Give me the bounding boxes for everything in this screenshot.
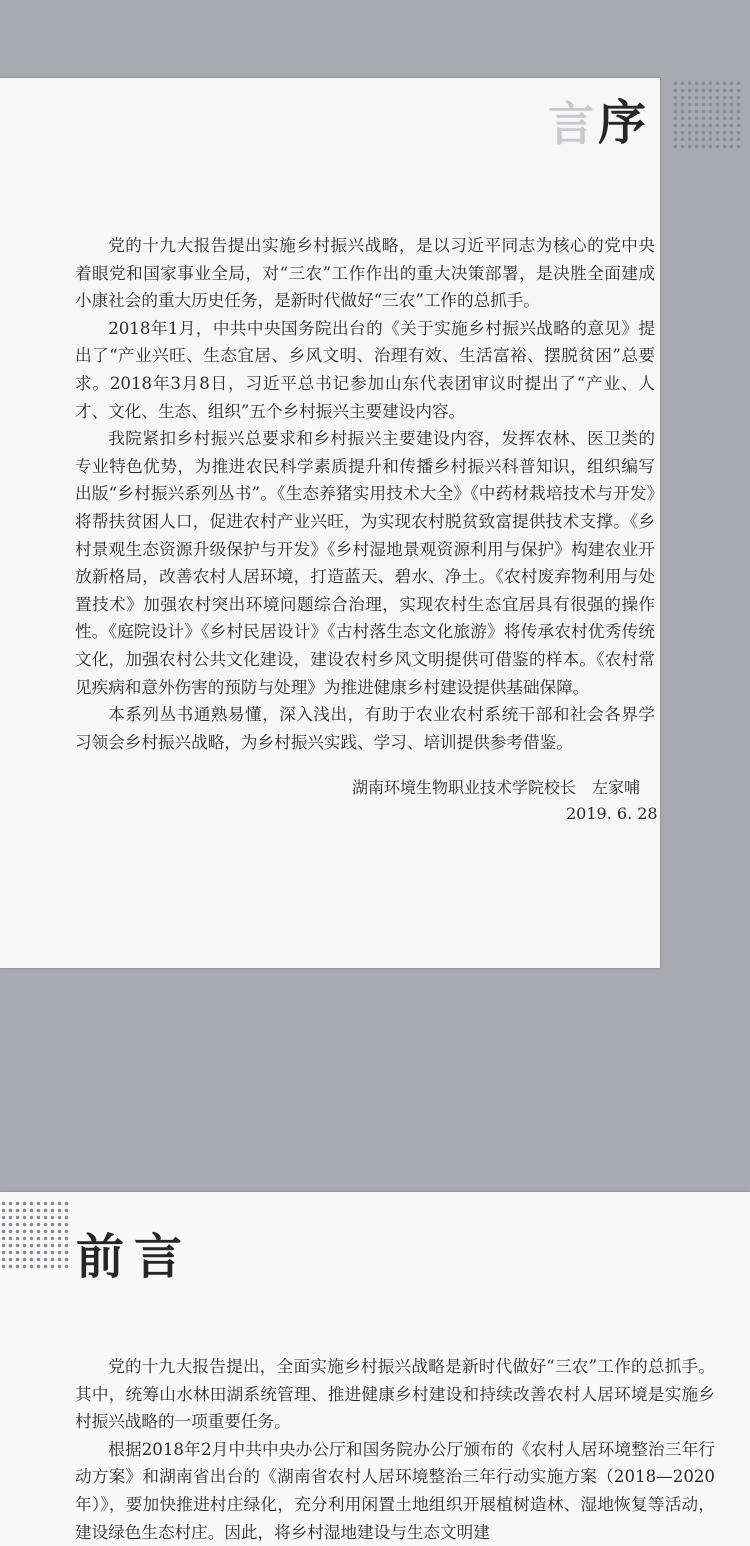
decorative-dot-grid (672, 80, 742, 150)
preface-paragraph-3: 我院紧扣乡村振兴总要求和乡村振兴主要建设内容，发挥农林、医卫类的专业特色优势，为推进农民科学素质提升和传播乡村振兴科普知识，组织编写出版“乡村振兴系列丛书”。《生态养猪实用技术大全》《中药材栽培技术与开发》将帮扶贫困人口，促进农村产业兴旺，为实现农村脱贫致富提供技术支撑。《乡村景观生态资源升级保护与开发》《乡村湿地景观资源利用与保护》构建农业开放新格局，改善农村人居环境，打造蓝天、碧水、净土。《农村废弃物利用与处置技术》加强农村突出环境问题综合治理，实现农村生态宜居具有很强的操作性。《庭院设计》《乡村民居设计》《古村落生态文化旅游》将传承农村优秀传统文化，加强农村公共文化建设，建设农村乡风文明提供可借鉴的样本。《农村常见疾病和意外伤害的预防与处理》为推进健康乡村建设提供基础保障。 (75, 429, 655, 697)
signature-date: 2019. 6. 28 (566, 804, 658, 823)
signature-author: 湖南环境生物职业技术学院校长 左家哺 (352, 778, 641, 797)
foreword-paragraph-2: 根据2018年2月中共中央办公厅和国务院办公厅颁布的《农村人居环境整治三年行动方案》和湖南省出台的《湖南省农村人居环境整治三年行动实施方案（2018—2020年）》，要加快推进村庄绿化，充分利用闲置土地组织开展植树造林、湿地恢复等活动，建设绿色生态村庄。因此，将乡村湿地建设与生态文明建 (75, 1439, 715, 1542)
decorative-dot-grid (0, 1200, 70, 1270)
foreword-body (75, 1353, 715, 1546)
preface-title: 序 (598, 95, 651, 151)
foreword-paragraph-1: 党的十九大报告提出，全面实施乡村振兴战略是新时代做好“三农”工作的总抓手。其中，统筹山水林田湖系统管理、推进健康乡村建设和持续改善农村人居环境是实施乡村振兴战略的一项重要任务。 (75, 1357, 715, 1432)
preface-paragraph-1: 党的十九大报告提出实施乡村振兴战略，是以习近平同志为核心的党中央着眼党和国家事业全局，对“三农”工作作出的重大决策部署，是决胜全面建成小康社会的重大历史任务，是新时代做好“三农”工作的总抓手。 (75, 236, 655, 311)
preface-body (75, 232, 655, 756)
foreword-title: 前言 (76, 1229, 193, 1285)
preface-paragraph-2: 2018年1月，中共中央国务院出台的《关于实施乡村振兴战略的意见》提出了“产业兴旺、生态宜居、乡风文明、治理有效、生活富裕、摆脱贫困”总要求。2018年3月8日，习近平总书记参加山东代表团审议时提出了“产业、人才、文化、生态、组织”五个乡村振兴主要建设内容。 (75, 318, 655, 421)
preface-paragraph-4: 本系列丛书通熟易懂，深入浅出，有助于农业农村系统干部和社会各界学习领会乡村振兴战略，为乡村振兴实践、学习、培训提供参考借鉴。 (75, 705, 655, 752)
bleed-through-title: 言 (548, 97, 598, 151)
